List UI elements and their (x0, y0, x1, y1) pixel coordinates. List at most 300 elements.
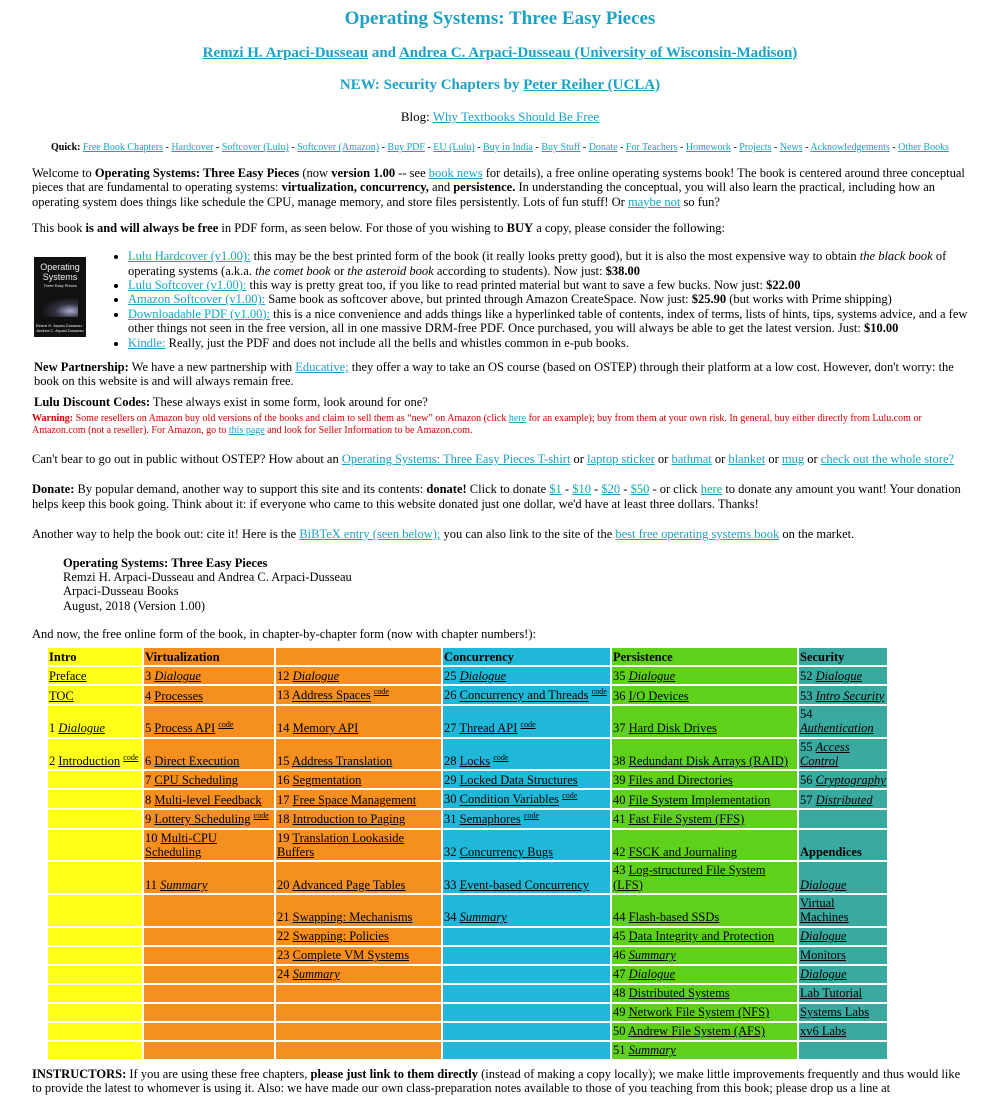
text: and (428, 180, 454, 195)
chapter-cell (48, 706, 142, 737)
quick-label: Quick: (51, 142, 81, 154)
chapter-link[interactable]: Lab Tutorial (800, 986, 863, 1001)
chapter-cell (276, 739, 441, 770)
chapter-cell (144, 771, 274, 788)
chapter-cell (48, 1004, 142, 1021)
chapter-link[interactable]: Hard Disk Drives (628, 721, 717, 736)
buy-option-price: $25.90 (691, 292, 727, 307)
text-bold: please just link to them directly (310, 1066, 479, 1081)
buy-option (128, 249, 968, 278)
chapter-cell (48, 771, 142, 788)
chapter-cell (144, 790, 274, 808)
table-row (48, 966, 887, 983)
chapter-number: 48 (613, 986, 626, 1001)
sticker-link[interactable]: laptop sticker (587, 452, 655, 467)
chapter-cell (443, 1023, 610, 1040)
store-link[interactable]: check out the whole store? (820, 452, 955, 467)
buy-option-text: Really, just the PDF and does not include all the bells and whistles common in e-pub books. (165, 335, 629, 350)
chapter-cell (612, 790, 797, 808)
buy-option-price: $38.00 (605, 263, 640, 278)
chapter-link[interactable]: Segmentation (292, 773, 362, 788)
chapter-cell (144, 1004, 274, 1021)
chapter-cell (799, 895, 887, 926)
chapter-cell (443, 790, 610, 808)
chapter-link[interactable]: Locks (459, 754, 491, 769)
chapter-link[interactable]: Lottery Scheduling (154, 812, 251, 827)
chapter-cell (612, 947, 797, 964)
text-bold: New Partnership: (34, 359, 129, 374)
chapter-cell (48, 1023, 142, 1040)
chapter-link[interactable]: Condition Variables (459, 792, 560, 807)
chapter-number: 37 (613, 721, 626, 736)
chapter-number: 25 (444, 669, 457, 684)
buy-option (128, 292, 968, 306)
chapter-cell (612, 810, 797, 828)
partnership-paragraph (34, 360, 968, 389)
chapter-link[interactable]: Semaphores (459, 812, 521, 827)
chapter-number: 47 (613, 967, 626, 982)
text: or (711, 452, 729, 467)
buy-option-link[interactable]: Downloadable PDF (v1.00): (128, 306, 270, 321)
table-row (48, 667, 887, 684)
text-bold: Lulu Discount Codes: (34, 394, 150, 409)
security-prefix: NEW: Security Chapters by (339, 77, 524, 94)
text-bold: BUY (506, 220, 534, 235)
text-bold: INSTRUCTORS: (32, 1066, 127, 1081)
text: Can't bear to go out in public without OSTEP? How about an (32, 452, 342, 467)
chapter-number: 27 (444, 721, 457, 736)
chapter-cell (799, 862, 887, 893)
text: We have a new partnership with (128, 359, 296, 374)
table-row (48, 862, 887, 893)
blog-line (32, 110, 968, 125)
text-bold: donate! (426, 482, 467, 497)
code-link[interactable]: code (523, 810, 539, 820)
chapter-link[interactable]: Memory API (292, 721, 359, 736)
chapter-number: 7 (145, 773, 152, 788)
chapter-link[interactable]: Introduction to Paging (292, 812, 406, 827)
appendices-header: Appendices (800, 844, 862, 859)
buy-option-price: $22.00 (766, 278, 801, 293)
bibtex-link[interactable]: BiBTeX entry (seen below); (299, 527, 441, 542)
table-row (48, 771, 887, 788)
chapter-link[interactable]: CPU Scheduling (154, 773, 239, 788)
chapter-link[interactable]: Swapping: Mechanisms (292, 910, 413, 925)
quick-link[interactable]: Other Books (898, 142, 949, 154)
chapter-cell (48, 947, 142, 964)
chapter-cell (443, 830, 610, 861)
text: (instead of making a copy locally); we make little improvements frequently and thus would like to provide the latest to whomever is using it. Also: we have made our own class-preparation notes available to those of you teaching from this book; please drop us a line at (32, 1066, 961, 1096)
chapter-cell (144, 739, 274, 770)
text: In understanding the conceptual, you will also learn the practical, including how an operating system does things like schedule the CPU, manage memory, and store files persistently. Lots of fun stuff! Or (32, 180, 936, 209)
chapter-link[interactable]: Andrew File System (AFS) (627, 1024, 766, 1039)
chapter-number: 38 (613, 754, 626, 769)
text: to donate any amount you want! Your donation helps keep this book going. Think about it: if everyone who came to this website donated just one dollar, we'd have at least three dollars. Thanks! (32, 482, 961, 511)
quick-link[interactable]: Buy PDF (387, 142, 425, 154)
chapter-cell (612, 966, 797, 983)
chapter-number: 13 (277, 688, 290, 703)
chapter-number: 29 (444, 773, 457, 788)
quick-link[interactable]: Donate (588, 142, 618, 154)
best-book-link[interactable]: best free operating systems book (615, 527, 780, 542)
chapter-cell (612, 830, 797, 861)
chapter-number: 15 (277, 754, 290, 769)
text: By popular demand, another way to support this site and its contents: (74, 482, 427, 497)
text: in PDF form, as seen below. For those of you wishing to (218, 220, 507, 235)
buy-option-link[interactable]: Lulu Softcover (v1.00): (128, 278, 247, 293)
page (0, 8, 1000, 641)
chapter-link[interactable]: Network File System (NFS) (628, 1005, 770, 1020)
text-bold: virtualization, concurrency, (281, 180, 429, 195)
chapter-link[interactable]: Preface (49, 669, 87, 684)
chapter-link[interactable]: Fast File System (FFS) (628, 812, 745, 827)
chapter-link[interactable]: Summary (292, 967, 340, 982)
chapter-cell (799, 706, 887, 737)
chapter-number: 57 (800, 792, 813, 807)
text: so fun? (680, 194, 720, 209)
text-bold: is and will always be free (85, 220, 219, 235)
chapter-cell (276, 1023, 441, 1040)
chapter-cell (612, 928, 797, 945)
chapter-cell (48, 1042, 142, 1059)
chapter-number: 39 (613, 773, 626, 788)
table-row (48, 895, 887, 926)
chapter-cell (799, 928, 887, 945)
chapter-cell (276, 985, 441, 1002)
chapter-link[interactable]: Complete VM Systems (292, 948, 410, 963)
chapter-link[interactable]: Dialogue (800, 929, 847, 944)
chapter-cell (144, 1042, 274, 1059)
buy-option-text: according to students). Now just: (433, 263, 606, 278)
separator: - (620, 482, 631, 497)
chapter-link[interactable]: Cryptography (815, 773, 886, 788)
chapter-cell (48, 790, 142, 808)
chapter-link[interactable]: Summary (628, 1043, 676, 1058)
blog-link[interactable]: Why Textbooks Should Be Free (432, 109, 600, 125)
quick-link[interactable]: Buy Stuff (541, 142, 581, 154)
buy-option-text: of operating systems (a.k.a. (128, 249, 947, 278)
buy-option (128, 307, 968, 336)
text-bold: persistence. (453, 180, 516, 195)
chapter-cell (144, 706, 274, 737)
chapter-number: 33 (444, 877, 457, 892)
text: -- see (395, 165, 429, 180)
chapter-cell (48, 667, 142, 684)
chapter-cell (799, 771, 887, 788)
chapter-cell (276, 810, 441, 828)
chapter-link[interactable]: Redundant Disk Arrays (RAID) (628, 754, 788, 769)
chapter-number: 16 (277, 773, 290, 788)
chapter-number: 42 (613, 844, 626, 859)
text: or (654, 452, 672, 467)
chapter-link[interactable]: Dialogue (154, 669, 201, 684)
chapter-number: 54 (800, 706, 813, 721)
chapter-number: 43 (613, 863, 626, 878)
code-link[interactable]: code (373, 687, 389, 697)
chapter-link[interactable]: Multi-CPU Scheduling (145, 830, 217, 859)
quick-link[interactable]: EU (Lulu) (433, 142, 475, 154)
column-header: Intro (48, 648, 142, 665)
chapter-cell (276, 686, 441, 704)
table-row (48, 947, 887, 964)
code-link[interactable]: code (562, 791, 578, 801)
chapter-link[interactable]: Introduction (58, 754, 121, 769)
text: (now (299, 165, 332, 180)
chapter-cell (612, 667, 797, 684)
donate-20-link[interactable]: $20 (601, 482, 621, 497)
chapters-intro: And now, the free online form of the book, in chapter-by-chapter form (now with chapter numbers!): (32, 627, 536, 642)
quick-link[interactable]: Projects (739, 142, 772, 154)
chapter-number: 18 (277, 812, 290, 827)
chapter-link[interactable]: Event-based Concurrency (459, 877, 590, 892)
chapter-link[interactable]: Dialogue (58, 721, 105, 736)
chapter-cell (799, 985, 887, 1002)
chapter-cell (144, 830, 274, 861)
book-cover-image (34, 257, 86, 337)
chapter-link[interactable]: Multi-level Feedback (154, 792, 262, 807)
chapter-link[interactable]: Distributed (815, 792, 873, 807)
text: and look for Seller Information to be Amazon.com. (264, 424, 473, 436)
chapter-link[interactable]: Dialogue (628, 967, 676, 982)
chapter-link[interactable]: xv6 Labs (800, 1024, 847, 1039)
buy-option-link[interactable]: Kindle: (128, 335, 166, 350)
code-link[interactable]: code (493, 752, 509, 762)
chapter-cell (799, 686, 887, 704)
table-row (48, 1042, 887, 1059)
chapter-number: 5 (145, 721, 152, 736)
author-link-remzi[interactable]: Remzi H. Arpaci-Dusseau (202, 44, 369, 61)
donate-1-link[interactable]: $1 (549, 482, 562, 497)
chapter-link[interactable]: Processes (154, 688, 203, 703)
separator: - (561, 482, 573, 497)
chapter-link[interactable]: Dialogue (459, 669, 507, 684)
chapter-link[interactable]: Translation Lookaside Buffers (277, 830, 405, 859)
table-header-row (48, 648, 887, 665)
chapter-link[interactable]: Dialogue (800, 967, 847, 982)
chapter-cell (48, 985, 142, 1002)
chapter-link[interactable]: Advanced Page Tables (291, 877, 406, 892)
quick-link[interactable]: Homework (685, 142, 731, 154)
bathmat-link[interactable]: bathmat (671, 452, 712, 467)
chapter-cell (144, 810, 274, 828)
chapter-number: 11 (145, 877, 158, 892)
quick-link[interactable]: For Teachers (625, 142, 678, 154)
cover-subtitle: Three Easy Pieces (43, 283, 77, 289)
chapter-cell (443, 771, 610, 788)
code-link[interactable]: code (520, 720, 536, 730)
buy-option-text: (but works with Prime shipping) (726, 292, 892, 307)
citation-publisher: Arpaci-Dusseau Books (63, 584, 179, 599)
chapter-link[interactable]: FSCK and Journaling (628, 844, 737, 859)
donate-50-link[interactable]: $50 (630, 482, 650, 497)
chapter-link[interactable]: Concurrency and Threads (459, 688, 589, 703)
table-row (48, 810, 887, 828)
text: - or click (649, 482, 701, 497)
table-row (48, 739, 887, 770)
code-link[interactable]: code (218, 720, 234, 730)
chapter-link[interactable]: Access Control (800, 739, 850, 769)
buy-option-link[interactable]: Lulu Hardcover (v1.00): (128, 249, 251, 264)
chapter-number: 52 (800, 669, 813, 684)
chapter-link[interactable]: Thread API (459, 721, 518, 736)
chapter-link[interactable]: Flash-based SSDs (628, 910, 720, 925)
buy-option-text: or (330, 263, 348, 278)
quick-link[interactable]: Softcover (Lulu) (221, 142, 289, 154)
chapter-link[interactable]: I/O Devices (628, 688, 689, 703)
text: or (804, 452, 821, 467)
table-row (48, 686, 887, 704)
chapter-cell (144, 928, 274, 945)
chapter-link[interactable]: Dialogue (628, 669, 676, 684)
chapter-link[interactable]: File System Implementation (628, 792, 771, 807)
code-link[interactable]: code (253, 810, 269, 820)
chapter-cell (443, 862, 610, 893)
chapter-number: 24 (277, 967, 290, 982)
donate-paragraph (32, 482, 968, 511)
chapter-number: 53 (800, 688, 813, 703)
chapter-number: 40 (613, 792, 626, 807)
text-italic: the black book (859, 249, 933, 264)
chapter-cell (48, 928, 142, 945)
chapter-number: 23 (277, 948, 290, 963)
quick-link[interactable]: Free Book Chapters (82, 142, 163, 154)
chapter-cell (443, 966, 610, 983)
donate-10-link[interactable]: $10 (572, 482, 591, 497)
chapter-link[interactable]: Dialogue (815, 669, 863, 684)
chapter-cell (612, 1023, 797, 1040)
chapter-number: 49 (613, 1005, 626, 1020)
chapter-cell (276, 667, 441, 684)
chapter-link[interactable]: Dialogue (800, 877, 847, 892)
chapter-link[interactable]: Data Integrity and Protection (628, 929, 775, 944)
chapter-link[interactable]: Summary (160, 877, 208, 892)
table-row (48, 1023, 887, 1040)
chapter-cell (612, 1004, 797, 1021)
chapter-number: 6 (145, 754, 152, 769)
quick-links-bar: Quick: Free Book Chapters - Hardcover - Softcover (Lulu) - Softcover (Amazon) - Buy PDF - EU (Lulu) - Buy in India - Buy Stuff - Donate - For Teachers - Homework - Projects - News - Acknowledgements - Other Books (51, 142, 949, 154)
table-row (48, 1004, 887, 1021)
quick-link[interactable]: News (779, 142, 803, 154)
authors-and: and (368, 44, 399, 61)
chapter-link[interactable]: TOC (49, 688, 74, 703)
chapter-cell (443, 947, 610, 964)
chapter-cell (799, 947, 887, 964)
chapter-cell (612, 862, 797, 893)
chapter-link[interactable]: Summary (459, 910, 507, 925)
chapter-link[interactable]: Direct Execution (154, 754, 240, 769)
cite-paragraph (32, 527, 968, 541)
chapter-link[interactable]: Address Translation (291, 754, 393, 769)
chapter-cell (443, 1004, 610, 1021)
chapter-number: 4 (145, 688, 152, 703)
chapter-cell (799, 1042, 887, 1059)
citation-date: August, 2018 (Version 1.00) (63, 598, 206, 613)
quick-link[interactable]: Hardcover (171, 142, 214, 154)
buy-option (128, 336, 968, 350)
citation-authors: Remzi H. Arpaci-Dusseau and Andrea C. Arpaci-Dusseau (63, 569, 352, 584)
chapter-link[interactable]: Summary (628, 948, 676, 963)
chapter-number: 30 (444, 792, 457, 807)
text: Click to donate (466, 482, 550, 497)
chapter-number: 19 (277, 830, 290, 845)
buy-options (32, 249, 968, 350)
chapter-number: 50 (613, 1024, 626, 1039)
security-author-link[interactable]: Peter Reiher (UCLA) (523, 77, 661, 94)
cover-title: Operating Systems (40, 262, 80, 282)
chapter-link[interactable]: Virtual Machines (800, 896, 849, 925)
chapter-number: 45 (613, 929, 626, 944)
chapter-link[interactable]: Concurrency Bugs (459, 844, 554, 859)
educative-link[interactable]: Educative; (295, 359, 349, 374)
chapter-link[interactable]: Files and Directories (628, 773, 733, 788)
chapter-link[interactable]: Locked Data Structures (459, 773, 578, 788)
text: a copy, please consider the following: (533, 220, 725, 235)
chapter-link[interactable]: Free Space Management (292, 792, 417, 807)
chapter-link[interactable]: Distributed Systems (628, 986, 730, 1001)
tshirt-link[interactable]: Operating Systems: Three Easy Pieces T-shirt (341, 452, 571, 467)
warning-this-page-link[interactable]: this page (228, 424, 265, 436)
author-link-andrea[interactable]: Andrea C. Arpaci-Dusseau (University of Wisconsin-Madison) (398, 44, 798, 61)
quick-link[interactable]: Acknowledgements (810, 142, 890, 154)
code-link[interactable]: code (123, 752, 139, 762)
chapter-link[interactable]: Intro Security (815, 688, 885, 703)
book-news-link[interactable]: book news (428, 165, 483, 180)
chapter-number: 55 (800, 739, 813, 754)
chapter-link[interactable]: Swapping: Policies (292, 929, 389, 944)
mug-link[interactable]: mug (781, 452, 805, 467)
chapter-number: 51 (613, 1043, 626, 1058)
text: for an example); buy from them at your own risk. In general, buy either directly from Lulu.com or Amazon.com (not a reseller). For Amazon, go to (32, 413, 922, 436)
security-announcement (32, 77, 968, 94)
warning-here-link[interactable]: here (508, 413, 527, 425)
chapter-cell (48, 739, 142, 770)
chapter-number: 8 (145, 792, 152, 807)
chapter-link[interactable]: Systems Labs (800, 1005, 870, 1020)
chapter-cell (276, 862, 441, 893)
citation-title: Operating Systems: Three Easy Pieces (63, 555, 268, 570)
chapter-number: 17 (277, 792, 290, 807)
blanket-link[interactable]: blanket (728, 452, 766, 467)
code-link[interactable]: code (591, 687, 607, 697)
chapter-link[interactable]: Address Spaces (291, 688, 371, 703)
chapter-cell (799, 830, 887, 861)
quick-link[interactable]: Softcover (Amazon) (297, 142, 380, 154)
chapter-cell (276, 1004, 441, 1021)
chapter-link[interactable]: Monitors (800, 948, 846, 963)
chapter-cell (799, 790, 887, 808)
chapter-cell (612, 739, 797, 770)
donate-any-link[interactable]: here (700, 482, 723, 497)
buy-option-link[interactable]: Amazon Softcover (v1.00): (128, 292, 266, 307)
chapter-link[interactable]: Dialogue (292, 669, 340, 684)
quick-link[interactable]: Buy in India (483, 142, 533, 154)
discount-paragraph (34, 395, 968, 409)
chapter-cell (612, 771, 797, 788)
text: or (570, 452, 588, 467)
chapter-number: 32 (444, 844, 457, 859)
buy-list (94, 249, 968, 350)
table-row (48, 830, 887, 861)
chapter-link[interactable]: Authentication (800, 721, 874, 736)
chapter-link[interactable]: Process API (154, 721, 216, 736)
maybe-not-link[interactable]: maybe not (627, 194, 681, 209)
text-italic: the asteroid book (347, 263, 434, 278)
authors (32, 45, 968, 62)
text-bold: version 1.00 (331, 165, 396, 180)
chapter-link[interactable]: Log-structured File System (LFS) (613, 863, 766, 892)
chapter-number: 10 (145, 830, 158, 845)
chapter-number: 20 (277, 877, 290, 892)
